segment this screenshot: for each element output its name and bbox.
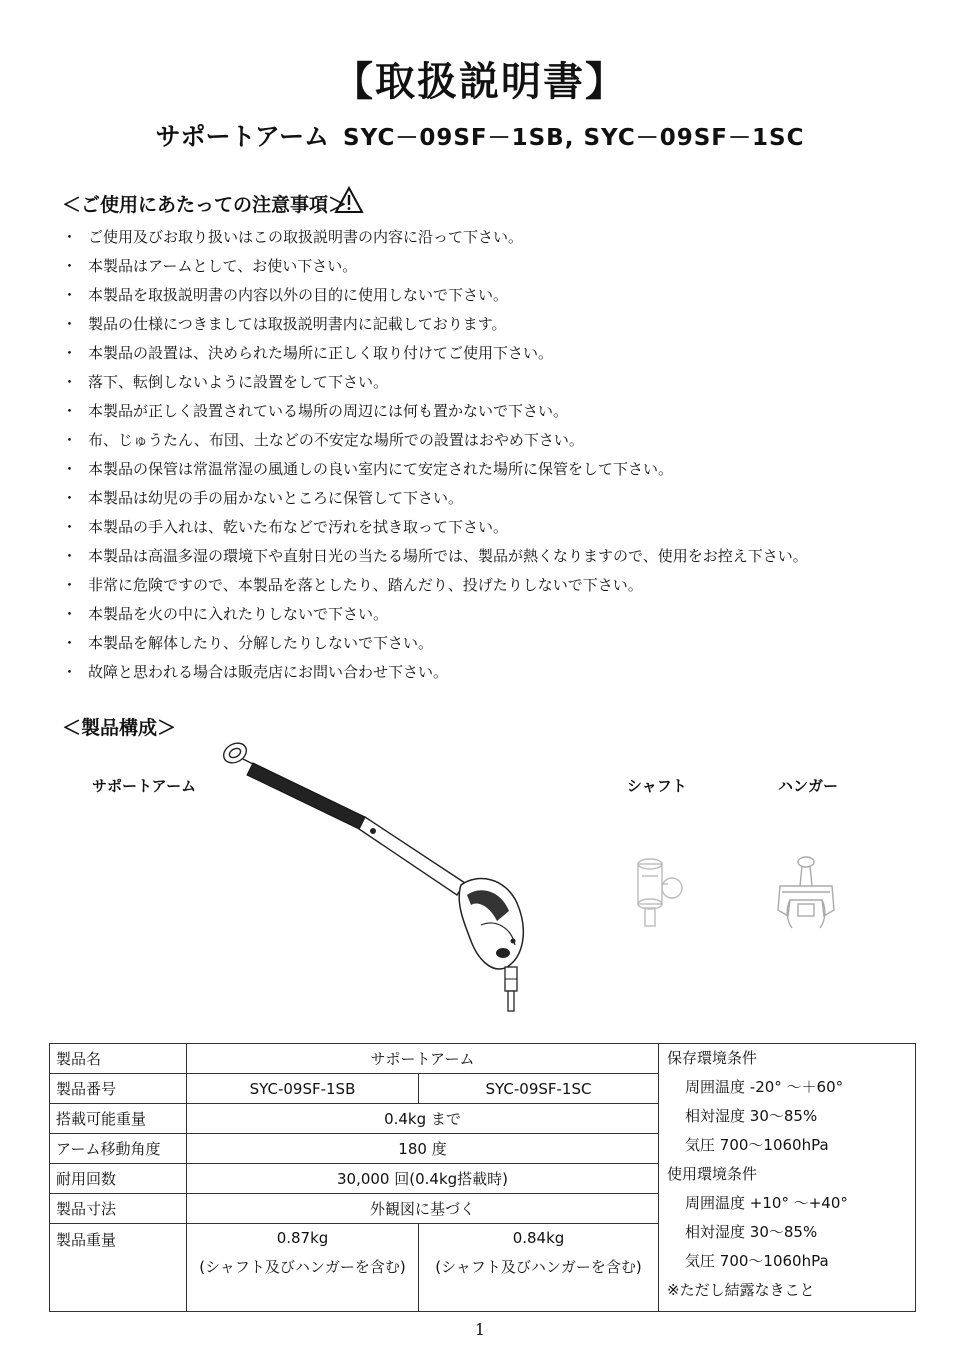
spec-value: SYC-09SF-1SC: [419, 1074, 659, 1104]
spec-value: 30,000 回(0.4kg搭載時): [187, 1164, 659, 1194]
notice-text: ご使用及びお取り扱いはこの取扱説明書の内容に沿って下さい。: [88, 228, 524, 246]
spec-value: 外観図に基づく: [187, 1194, 659, 1224]
notice-item: [62, 281, 808, 310]
spec-value: SYC-09SF-1SB: [187, 1074, 419, 1104]
spec-label: 製品名: [50, 1044, 187, 1074]
condensation-note: ※ただし結露なきこと: [667, 1281, 815, 1299]
usage-temp: 周囲温度 +10° ～+40°: [685, 1194, 848, 1212]
notice-item: [62, 542, 808, 571]
bullet: ・: [62, 489, 78, 507]
notice-text: 本製品はアームとして、お使い下さい。: [88, 257, 358, 275]
bullet: ・: [62, 373, 78, 391]
notice-list: [62, 223, 808, 687]
weight-sb-cell: [187, 1224, 419, 1312]
notice-text: 本製品の設置は、決められた場所に正しく取り付けてご使用下さい。: [88, 344, 554, 362]
arm-label: サポートアーム: [92, 777, 197, 795]
weight-sc-cell: [419, 1224, 659, 1312]
notice-item: [62, 223, 808, 252]
bullet: ・: [62, 605, 78, 623]
document-title: 【取扱説明書】: [333, 59, 627, 105]
warning-triangle-icon: [334, 186, 364, 214]
storage-pressure: 気圧 700～1060hPa: [685, 1136, 829, 1154]
spec-label: 製品重量: [50, 1224, 187, 1312]
notice-text: 本製品は幼児の手の届かないところに保管して下さい。: [88, 489, 464, 507]
notice-text: 本製品を火の中に入れたりしないで下さい。: [88, 605, 389, 623]
notice-item: [62, 513, 808, 542]
notice-text: 故障と思われる場合は販売店にお問い合わせ下さい。: [88, 663, 449, 681]
storage-heading: 保存環境条件: [667, 1049, 758, 1067]
bullet: ・: [62, 344, 78, 362]
notice-item: [62, 310, 808, 339]
spec-label: アーム移動角度: [50, 1134, 187, 1164]
notice-item: [62, 397, 808, 426]
document-subtitle: [0, 117, 960, 153]
usage-humidity: 相対湿度 30～85%: [685, 1223, 818, 1241]
spec-value: 180 度: [187, 1134, 659, 1164]
storage-temp: 周囲温度 -20° ～＋60°: [685, 1078, 844, 1096]
bullet: ・: [62, 315, 78, 333]
hanger-illustration: [772, 850, 840, 938]
notice-text: 本製品を解体したり、分解したりしないで下さい。: [88, 634, 434, 652]
spec-label: 製品寸法: [50, 1194, 187, 1224]
notice-item: [62, 600, 808, 629]
subtitle-product: サポートアーム: [155, 122, 330, 151]
weight-note-sc: (シャフト及びハンガーを含む): [435, 1258, 642, 1276]
notice-text: 本製品が正しく設置されている場所の周辺には何も置かないで下さい。: [88, 402, 569, 420]
spec-value: 0.4kg まで: [187, 1104, 659, 1134]
notice-text: 非常に危険ですので、本製品を落としたり、踏んだり、投げたりしないで下さい。: [88, 576, 643, 594]
storage-humidity: 相対湿度 30～85%: [685, 1107, 818, 1125]
usage-heading: 使用環境条件: [667, 1165, 758, 1183]
bullet: ・: [62, 518, 78, 536]
weight-note-sb: (シャフト及びハンガーを含む): [199, 1258, 406, 1276]
spec-label: 搭載可能重量: [50, 1104, 187, 1134]
environment-conditions: [659, 1044, 916, 1312]
bullet: ・: [62, 547, 78, 565]
notice-text: 本製品の手入れは、乾いた布などで汚れを拭き取って下さい。: [88, 518, 509, 536]
usage-pressure: 気圧 700～1060hPa: [685, 1252, 829, 1270]
weight-sc: 0.84kg: [512, 1229, 565, 1247]
notice-item: [62, 368, 808, 397]
bullet: ・: [62, 576, 78, 594]
notice-item: [62, 339, 808, 368]
support-arm-illustration: [215, 735, 550, 1020]
subtitle-models: SYC－09SF－1SB, SYC－09SF－1SC: [343, 125, 805, 151]
spec-table: [49, 1043, 916, 1312]
notice-text: 製品の仕様につきましては取扱説明書内に記載しております。: [88, 315, 507, 333]
notice-item: [62, 252, 808, 281]
bullet: ・: [62, 431, 78, 449]
components-heading: ＜製品構成＞: [62, 717, 177, 739]
page-number: 1: [474, 1320, 486, 1339]
notice-text: 本製品を取扱説明書の内容以外の目的に使用しないで下さい。: [88, 286, 509, 304]
notice-item: [62, 571, 808, 600]
notice-item: [62, 455, 808, 484]
notice-item: [62, 484, 808, 513]
notice-text: 本製品の保管は常温常湿の風通しの良い室内にて安定された場所に保管をして下さい。: [88, 460, 674, 478]
notice-text: 本製品は高温多湿の環境下や直射日光の当たる場所では、製品が熱くなりますので、使用をお控え下さい。: [88, 547, 808, 565]
spec-value: サポートアーム: [187, 1044, 659, 1074]
spec-label: 製品番号: [50, 1074, 187, 1104]
spec-label: 耐用回数: [50, 1164, 187, 1194]
bullet: ・: [62, 663, 78, 681]
notice-item: [62, 658, 808, 687]
notice-text: 布、じゅうたん、布団、土などの不安定な場所での設置はおやめ下さい。: [88, 431, 584, 449]
shaft-label: シャフト: [627, 777, 687, 795]
hanger-label: ハンガー: [778, 777, 839, 795]
bullet: ・: [62, 257, 78, 275]
weight-sb: 0.87kg: [276, 1229, 329, 1247]
bullet: ・: [62, 286, 78, 304]
notice-heading: ＜ご使用にあたっての注意事項＞: [62, 194, 348, 216]
bullet: ・: [62, 228, 78, 246]
notice-item: [62, 629, 808, 658]
notice-item: [62, 426, 808, 455]
bullet: ・: [62, 460, 78, 478]
bullet: ・: [62, 634, 78, 652]
notice-text: 落下、転倒しないように設置をして下さい。: [88, 373, 389, 391]
shaft-illustration: [628, 850, 686, 932]
bullet: ・: [62, 402, 78, 420]
